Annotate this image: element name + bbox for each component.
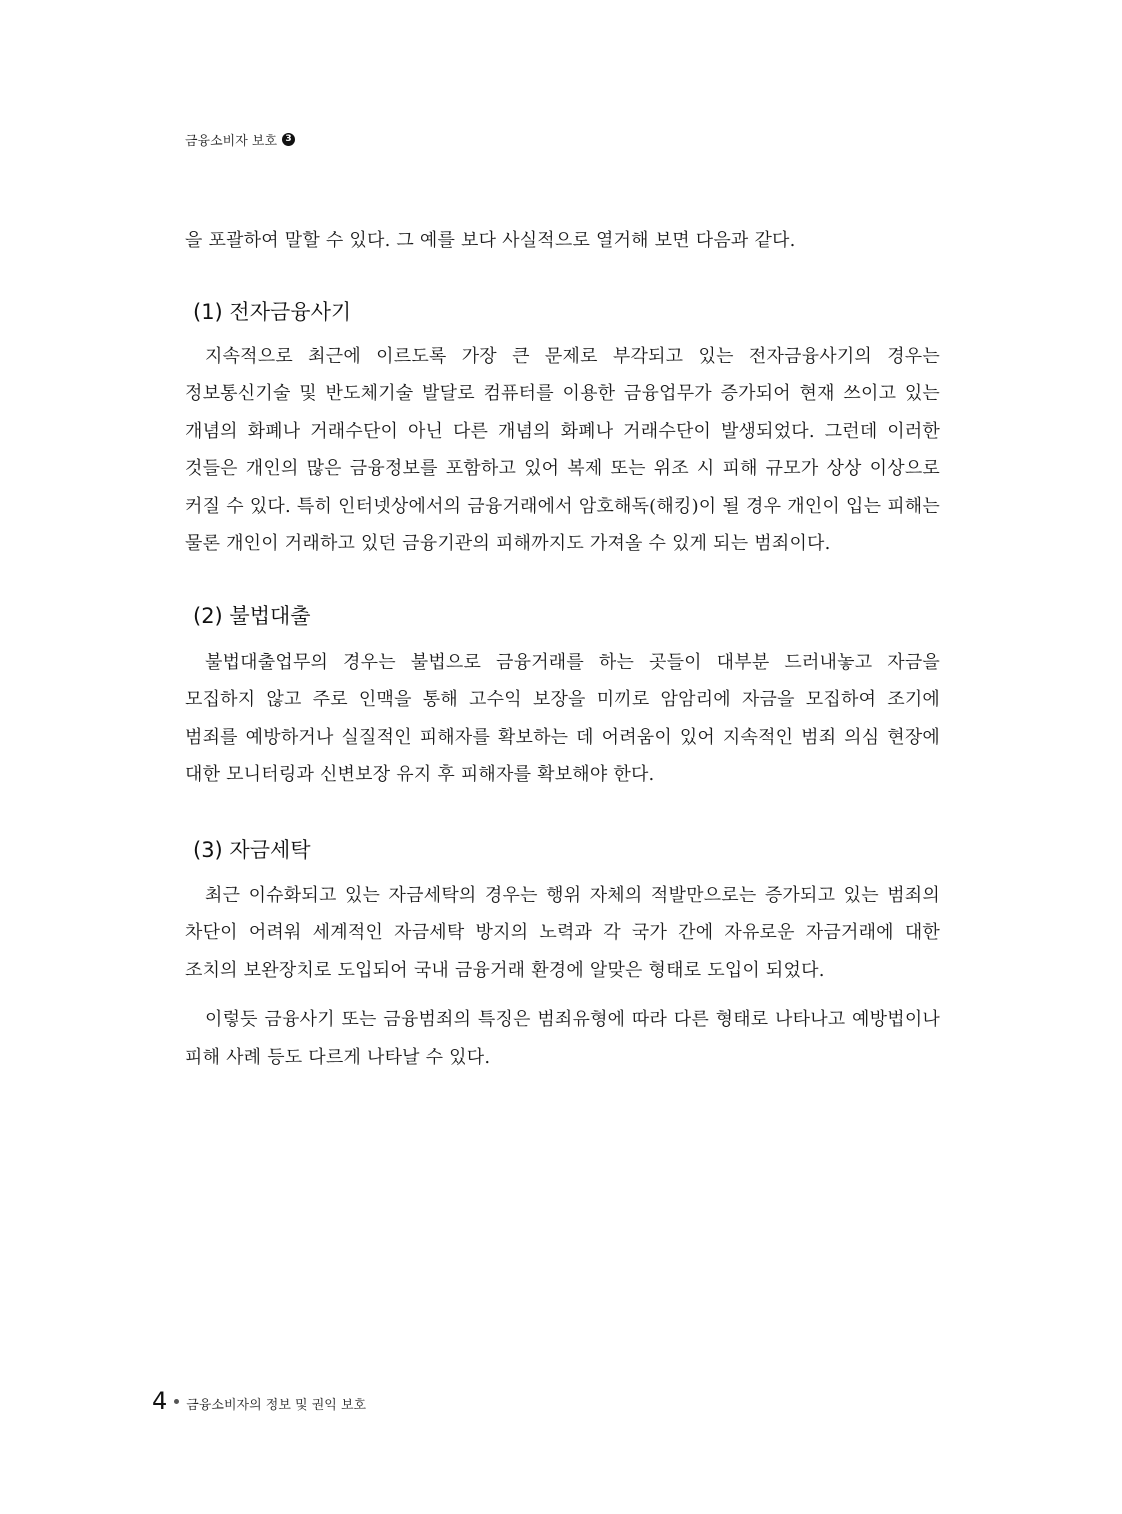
- running-header: [185, 130, 295, 149]
- chapter-number-badge: 3: [282, 133, 295, 146]
- page-content: [185, 222, 940, 1076]
- footer-bullet-icon: [174, 1399, 179, 1404]
- section-body-electronic-fraud: 지속적으로 최근에 이르도록 가장 큰 문제로 부각되고 있는 전자금융사기의 경우는 정보통신기술 및 반도체기술 발달로 컴퓨터를 이용한 금융업무가 증가되어 현재 쓰이고 있는 개념의 화폐나 거래수단이 아닌 다른 개념의 화폐나 거래수단이 발생되었다. 그런데 이러한 것들은 개인의 많은 금융정보를 포함하고 있어 복제 또는 위조 시 피해 규모가 상상 이상으로 커질 수 있다. 특히 인터넷상에서의 금융거래에서 암호해독(해킹)이 될 경우 개인이 입는 피해는 물론 개인이 거래하고 있던 금융기관의 피해까지도 가져올 수 있게 되는 범죄이다.: [185, 345, 940, 554]
- section-heading-illegal-loans: (2) 불법대출: [193, 603, 311, 628]
- section-body-money-laundering: 최근 이슈화되고 있는 자금세탁의 경우는 행위 자체의 적발만으로는 증가되고 있는 범죄의 차단이 어려워 세계적인 자금세탁 방지의 노력과 각 국가 간에 자유로운 자금거래에 대한 조치의 보완장치로 도입되어 국내 금융거래 환경에 알맞은 형태로 도입이 되었다.: [185, 884, 940, 981]
- section-heading-electronic-fraud: (1) 전자금융사기: [193, 299, 352, 324]
- intro-paragraph: 을 포괄하여 말할 수 있다. 그 예를 보다 사실적으로 열거해 보면 다음과 같다.: [185, 230, 796, 251]
- page-footer: [152, 1387, 366, 1415]
- page-number: 4: [152, 1387, 168, 1415]
- section-body-illegal-loans: 불법대출업무의 경우는 불법으로 금융거래를 하는 곳들이 대부분 드러내놓고 자금을 모집하지 않고 주로 인맥을 통해 고수익 보장을 미끼로 암암리에 자금을 모집하여 조기에 범죄를 예방하거나 실질적인 피해자를 확보하는 데 어려움이 있어 지속적인 범죄 의심 현장에 대한 모니터링과 신변보장 유지 후 피해자를 확보해야 한다.: [185, 651, 940, 785]
- footer-book-title: 금융소비자의 정보 및 권익 보호: [186, 1398, 367, 1413]
- running-title: 금융소비자 보호: [185, 134, 278, 149]
- section-heading-money-laundering: (3) 자금세탁: [193, 837, 311, 862]
- closing-paragraph: 이렇듯 금융사기 또는 금융범죄의 특징은 범죄유형에 따라 다른 형태로 나타나고 예방법이나 피해 사례 등도 다르게 나타날 수 있다.: [185, 1009, 940, 1068]
